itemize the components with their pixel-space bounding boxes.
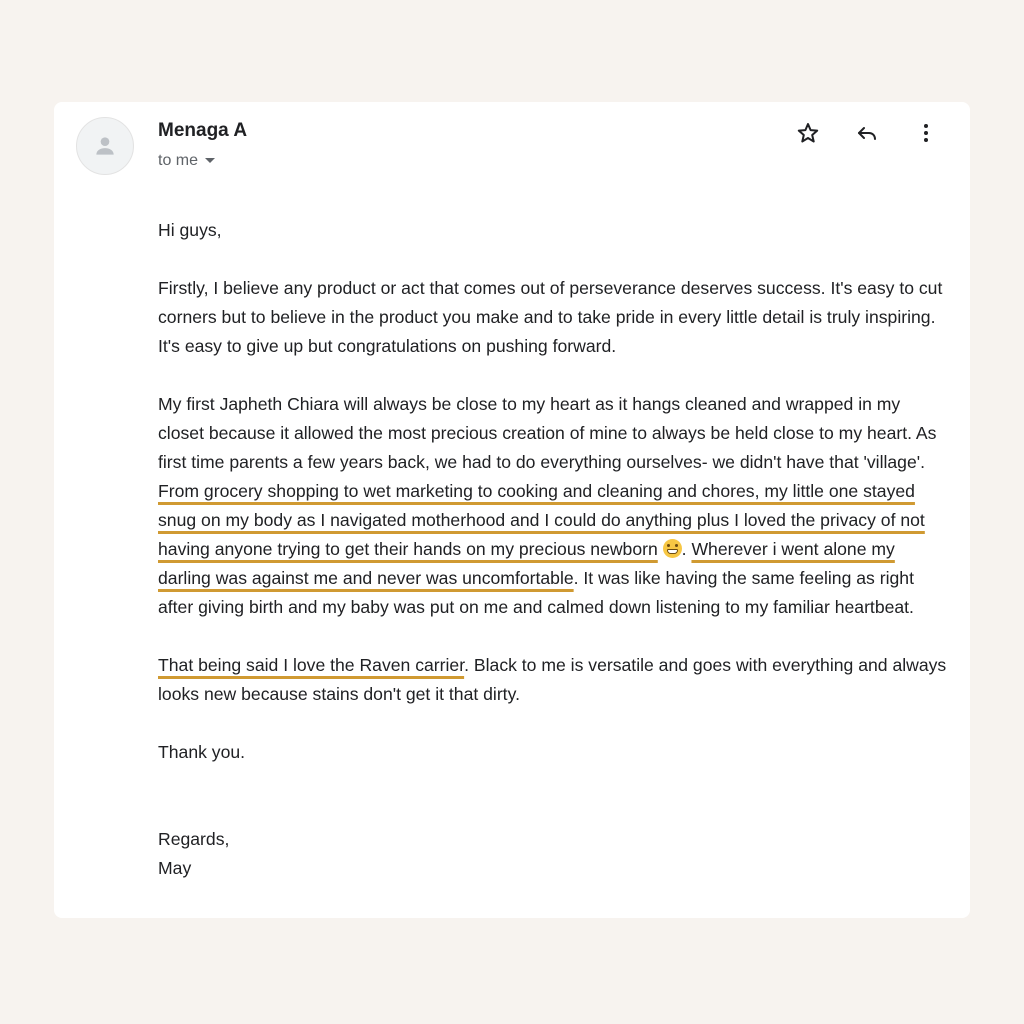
reply-button[interactable] [852, 118, 882, 148]
paragraph-3-text: . Black to me is versatile and goes with everything and always looks new because stains don't get it that dirty. [158, 655, 947, 704]
paragraph-2 [158, 390, 948, 622]
signature: May [158, 858, 192, 878]
paragraph-2-text-c: . It was like having the same feeling as right after giving birth and my baby was put on me and calmed down listening to my familiar heartbeat. [158, 568, 914, 617]
email-body [158, 216, 948, 883]
signoff: Regards, [158, 829, 230, 849]
more-options-button[interactable] [911, 118, 941, 148]
more-vert-icon [914, 121, 938, 145]
star-icon [796, 121, 820, 145]
paragraph-2-text-a: My first Japheth Chiara will always be close to my heart as it hangs cleaned and wrapped in my closet because it allowed the most precious creation of mine to always be held close to my heart. As first time parents a few years back, we had to do everything ourselves- we didn't have that 'village'. [158, 394, 937, 472]
grinning-face-emoji [663, 539, 682, 558]
sender-name[interactable]: Menaga A [158, 120, 248, 141]
paragraph-3 [158, 651, 948, 709]
recipient-label: to me [158, 152, 199, 169]
sender-avatar[interactable] [76, 117, 134, 175]
thanks: Thank you. [158, 742, 246, 762]
star-button[interactable] [793, 118, 823, 148]
reply-icon [855, 121, 879, 145]
email-card [54, 102, 970, 918]
highlighted-text: Wherever i went alone my darling was against me and never was uncomfortable [158, 539, 895, 588]
caret-down-icon [204, 157, 216, 165]
highlighted-text: That being said I love the Raven carrier [158, 655, 465, 675]
greeting: Hi guys, [158, 220, 222, 240]
paragraph-1: Firstly, I believe any product or act that comes out of perseverance deserves success. It's easy to cut corners but to believe in the product you make and to take pride in every little detail is truly inspiring. It's easy to give up but congratulations on pushing forward. [158, 278, 943, 356]
person-icon [92, 133, 118, 159]
recipient-toggle[interactable] [158, 152, 216, 170]
paragraph-2-text-b: . [681, 539, 692, 559]
highlighted-text: From grocery shopping to wet marketing to cooking and cleaning and chores, my little one stayed snug on my body as I navigated motherhood and I could do anything plus I loved the privacy of not having anyone trying to get their hands on my precious newborn [158, 481, 925, 559]
